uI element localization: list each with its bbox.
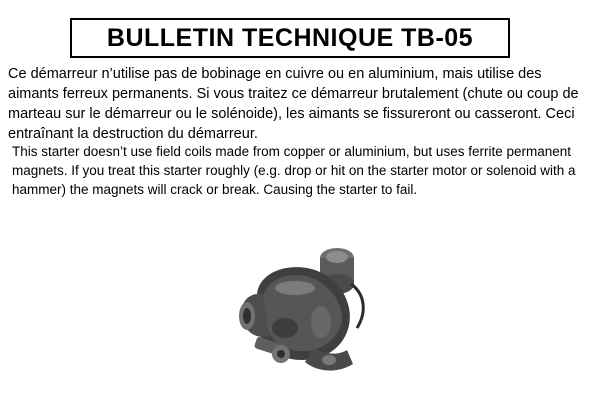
page-title: BULLETIN TECHNIQUE TB-05 xyxy=(106,23,474,52)
title-box xyxy=(70,18,510,58)
title-banner xyxy=(70,18,510,58)
paragraph-english: This starter doesn’t use field coils made from copper or aluminium, but uses ferrite permanent magnets. If you treat this starter roughly (e.g. drop or hit on the starter motor or solenoid with a hammer) the magnets will crack or break. Causing the starter to fail. xyxy=(12,144,576,197)
paragraph-french: Ce démarreur n’utilise pas de bobinage en cuivre ou en aluminium, mais utilise des aimants ferreux permanents. Si vous traitez ce démarreur brutalement (chute ou coup de marteau sur le démarreur ou le solénoide), les aimants se fissureront ou casseront. Ceci entraînant la destruction du démarreur. xyxy=(8,66,579,142)
starter-motor-photo xyxy=(225,236,385,386)
